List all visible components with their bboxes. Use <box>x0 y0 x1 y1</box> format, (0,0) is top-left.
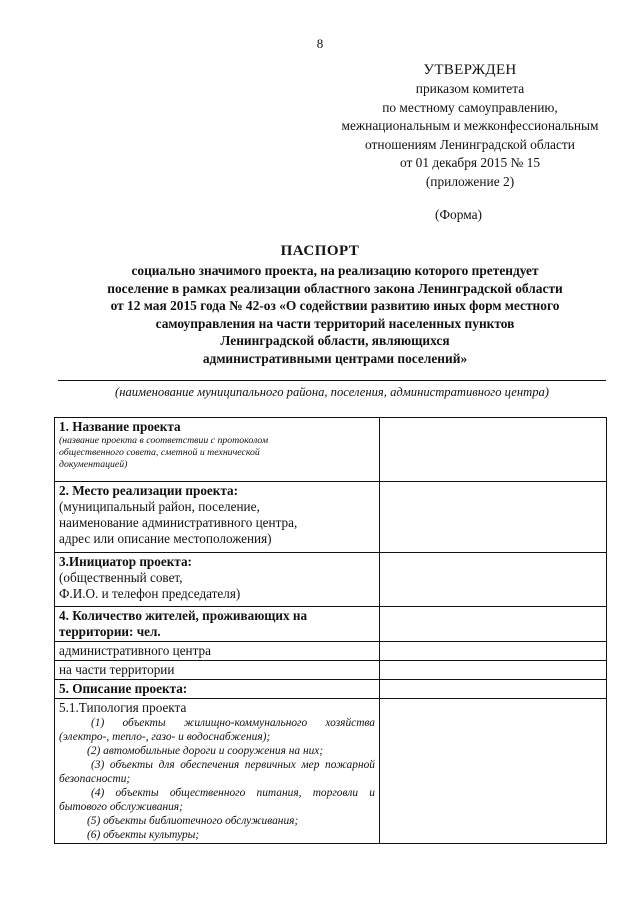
typology-item: (1) объекты жилищно-коммунального хозяйства (электро-, тепло-, газо- и водоснабжения); <box>59 717 375 743</box>
table-row-residents-part <box>55 661 607 680</box>
subtitle-line: Ленинградской области, являющихся <box>220 333 450 349</box>
residents-center-value-cell[interactable] <box>380 642 607 661</box>
table-row-location <box>55 482 607 553</box>
subtitle-line: самоуправления на части территорий населенных пунктов <box>155 315 515 331</box>
typology-item: (5) объекты библиотечного обслуживания; <box>87 815 299 827</box>
approval-stamp <box>320 60 620 191</box>
section-title: 1. Название проекта <box>59 419 181 434</box>
typology-value-cell[interactable] <box>380 699 607 844</box>
typology-label-cell <box>55 699 380 844</box>
section-line: наименование административного центра, <box>59 515 298 530</box>
location-label-cell <box>55 482 380 553</box>
residents-part-label: на части территории <box>55 661 380 680</box>
description-label-cell <box>55 680 380 699</box>
project-name-value-cell[interactable] <box>380 418 607 482</box>
section-note: (название проекта в соответствии с протоколом <box>59 435 269 446</box>
section-line: (муниципальный район, поселение, <box>59 499 260 514</box>
subtitle-line: поселение в рамках реализации областного закона Ленинградской области <box>107 280 563 296</box>
location-value-cell[interactable] <box>380 482 607 553</box>
section-line: (общественный совет, <box>59 570 183 585</box>
approval-line: (приложение 2) <box>425 173 515 189</box>
residents-value-cell[interactable] <box>380 607 607 642</box>
table-row-residents-center <box>55 642 607 661</box>
page-number: 8 <box>316 36 324 51</box>
table-row-residents <box>55 607 607 642</box>
section-title: 4. Количество жителей, проживающих на <box>59 608 308 623</box>
table-row-description <box>55 680 607 699</box>
subtitle-line: социально значимого проекта, на реализацию которого претендует <box>131 263 539 278</box>
typology-item: (2) автомобильные дороги и сооружения на них; <box>87 745 324 757</box>
typology-item: (6) объекты культуры; <box>87 829 200 841</box>
section-line: Ф.И.О. и телефон председателя) <box>59 586 241 601</box>
section-note: общественного совета, сметной и технической <box>59 447 260 458</box>
section-line: адрес или описание местоположения) <box>59 531 272 546</box>
form-label: (Форма) <box>435 207 483 222</box>
table-row-typology <box>55 699 607 844</box>
approval-title: УТВЕРЖДЕН <box>423 62 517 78</box>
description-value-cell[interactable] <box>380 680 607 699</box>
name-caption: (наименование муниципального района, поселения, административного центра) <box>115 385 549 399</box>
table-row-initiator <box>55 553 607 607</box>
subtitle-line: административными центрами поселений» <box>202 350 468 366</box>
initiator-label-cell <box>55 553 380 607</box>
approval-line: приказом комитета <box>415 81 525 96</box>
residents-center-label: административного центра <box>55 642 380 661</box>
section-title: территории: чел. <box>59 624 161 639</box>
approval-line: по местному самоуправлению, <box>382 99 558 115</box>
section-title: 3.Инициатор проекта: <box>59 554 192 569</box>
document-subtitle <box>70 262 600 368</box>
section-title: 5. Описание проекта: <box>59 681 188 696</box>
residents-part-value-cell[interactable] <box>380 661 607 680</box>
approval-line: от 01 декабря 2015 № 15 <box>399 155 541 170</box>
approval-line: межнациональным и межконфессиональным <box>341 118 599 133</box>
name-fill-line[interactable] <box>58 380 606 381</box>
approval-line: отношениям Ленинградской области <box>365 136 575 152</box>
typology-item: (4) объекты общественного питания, торговли и бытового обслуживания; <box>59 787 375 813</box>
section-title: 2. Место реализации проекта: <box>59 483 239 498</box>
subtitle-line: от 12 мая 2015 года № 42-оз «О содействии развитию иных форм местного <box>110 298 560 314</box>
passport-table <box>54 417 607 844</box>
typology-title: 5.1.Типология проекта <box>59 700 187 715</box>
initiator-value-cell[interactable] <box>380 553 607 607</box>
section-note: документацией) <box>59 459 128 470</box>
typology-item: (3) объекты для обеспечения первичных мер пожарной безопасности; <box>59 759 375 785</box>
project-name-label-cell <box>55 418 380 482</box>
table-row-project-name <box>55 418 607 482</box>
document-title: ПАСПОРТ <box>280 243 360 259</box>
residents-label-cell <box>55 607 380 642</box>
